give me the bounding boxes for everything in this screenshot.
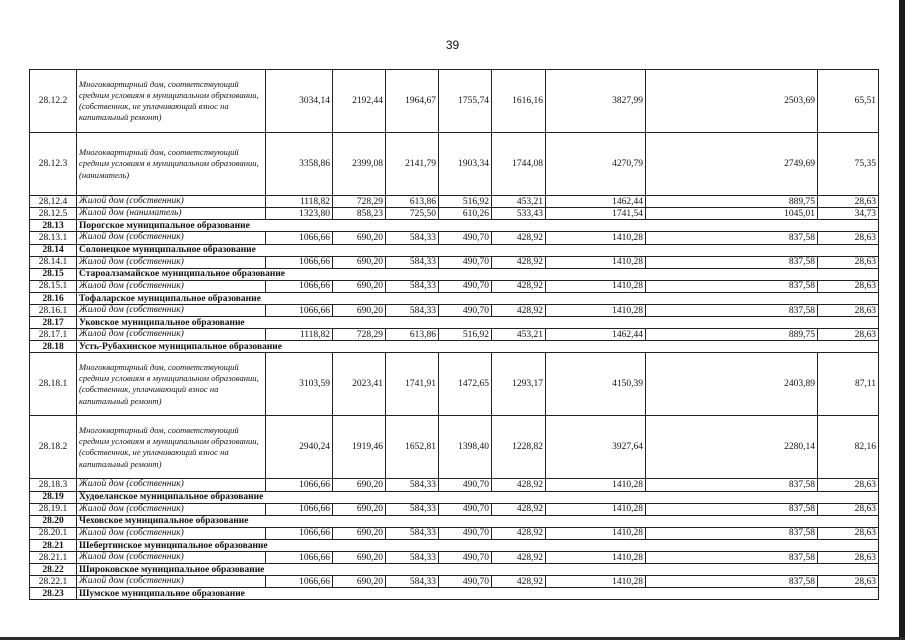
value-cell-v5: 428,92 [492,479,546,491]
value-cell-v6: 1410,28 [546,527,646,539]
value-cell-v3: 2141,79 [386,133,439,196]
section-code: 28.18 [30,341,77,353]
value-cell-v1: 1118,82 [266,329,333,341]
section-code: 28.22 [30,564,77,576]
tariff-table-body [30,70,879,600]
value-cell-v7: 837,58 [646,256,818,268]
value-cell-v8: 75,35 [818,133,879,196]
value-cell-v3: 584,33 [386,576,439,588]
value-cell-v8: 28,63 [818,479,879,491]
value-cell-v3: 584,33 [386,479,439,491]
row-code: 28.12.2 [30,70,77,133]
value-cell-v2: 728,29 [333,329,386,341]
value-cell-v4: 490,70 [439,232,492,244]
value-cell-v1: 1066,66 [266,527,333,539]
housing-type: Жилой дом (наниматель) [77,208,266,220]
value-cell-v1: 1066,66 [266,576,333,588]
value-cell-v2: 690,20 [333,576,386,588]
section-row [30,540,879,552]
section-code: 28.23 [30,588,77,600]
value-cell-v4: 490,70 [439,256,492,268]
value-cell-v4: 1903,34 [439,133,492,196]
value-cell-v8: 87,11 [818,353,879,416]
value-cell-v5: 1293,17 [492,353,546,416]
housing-type: Жилой дом (собственник) [77,527,266,539]
page-number: 39 [445,38,460,52]
value-cell-v5: 428,92 [492,552,546,564]
value-cell-v4: 490,70 [439,503,492,515]
table-row [30,353,879,416]
value-cell-v8: 28,63 [818,196,879,208]
value-cell-v2: 728,29 [333,196,386,208]
section-row [30,515,879,527]
table-row [30,479,879,491]
value-cell-v2: 690,20 [333,280,386,292]
housing-type: Жилой дом (собственник) [77,305,266,317]
value-cell-v7: 837,58 [646,503,818,515]
table-row [30,196,879,208]
table-row [30,70,879,133]
value-cell-v6: 1410,28 [546,232,646,244]
table-row [30,576,879,588]
row-code: 28.12.3 [30,133,77,196]
table-row [30,552,879,564]
value-cell-v2: 690,20 [333,503,386,515]
value-cell-v6: 1741,54 [546,208,646,220]
municipality-name: Усть-Рубахинское муниципальное образование [77,341,879,353]
value-cell-v8: 28,63 [818,256,879,268]
value-cell-v4: 610,26 [439,208,492,220]
table-row [30,503,879,515]
row-code: 28.22.1 [30,576,77,588]
value-cell-v6: 1410,28 [546,479,646,491]
value-cell-v1: 1323,80 [266,208,333,220]
value-cell-v5: 428,92 [492,503,546,515]
value-cell-v4: 490,70 [439,305,492,317]
value-cell-v5: 453,21 [492,196,546,208]
value-cell-v5: 428,92 [492,256,546,268]
value-cell-v6: 1410,28 [546,576,646,588]
value-cell-v3: 613,86 [386,329,439,341]
section-row [30,220,879,232]
value-cell-v8: 28,63 [818,552,879,564]
value-cell-v1: 2940,24 [266,416,333,479]
municipality-name: Чеховское муниципальное образование [77,515,879,527]
value-cell-v6: 1462,44 [546,196,646,208]
value-cell-v3: 584,33 [386,527,439,539]
value-cell-v5: 533,43 [492,208,546,220]
table-row [30,329,879,341]
section-code: 28.20 [30,515,77,527]
value-cell-v1: 1066,66 [266,503,333,515]
municipality-name: Худоеланское муниципальное образование [77,491,879,503]
section-row [30,293,879,305]
row-code: 28.13.1 [30,232,77,244]
value-cell-v4: 1472,65 [439,353,492,416]
value-cell-v7: 2403,89 [646,353,818,416]
value-cell-v7: 2280,14 [646,416,818,479]
value-cell-v7: 837,58 [646,232,818,244]
value-cell-v4: 490,70 [439,479,492,491]
value-cell-v8: 28,63 [818,576,879,588]
value-cell-v7: 2749,69 [646,133,818,196]
value-cell-v4: 490,70 [439,527,492,539]
value-cell-v8: 34,73 [818,208,879,220]
value-cell-v5: 428,92 [492,576,546,588]
row-code: 28.12.5 [30,208,77,220]
row-code: 28.19.1 [30,503,77,515]
value-cell-v4: 1398,40 [439,416,492,479]
value-cell-v3: 584,33 [386,280,439,292]
value-cell-v5: 428,92 [492,527,546,539]
value-cell-v5: 428,92 [492,280,546,292]
value-cell-v7: 889,75 [646,329,818,341]
housing-type: Жилой дом (собственник) [77,479,266,491]
value-cell-v7: 837,58 [646,552,818,564]
value-cell-v7: 837,58 [646,479,818,491]
value-cell-v7: 837,58 [646,280,818,292]
table-row [30,208,879,220]
housing-type: Многоквартирный дом, соответствующий средним условиям в муниципальном образовании, (собственник, не уплачивающий взнос на капитальный ремонт) [77,416,266,479]
value-cell-v3: 584,33 [386,232,439,244]
value-cell-v2: 690,20 [333,552,386,564]
municipality-name: Тофаларское муниципальное образование [77,293,879,305]
value-cell-v5: 1616,16 [492,70,546,133]
value-cell-v6: 1410,28 [546,280,646,292]
value-cell-v2: 2399,08 [333,133,386,196]
value-cell-v5: 1744,08 [492,133,546,196]
value-cell-v6: 4270,79 [546,133,646,196]
value-cell-v3: 1964,67 [386,70,439,133]
value-cell-v6: 1410,28 [546,305,646,317]
housing-type: Жилой дом (собственник) [77,329,266,341]
table-row [30,256,879,268]
table-row [30,527,879,539]
section-code: 28.15 [30,268,77,280]
table-row [30,133,879,196]
value-cell-v6: 1410,28 [546,503,646,515]
tariff-table [29,69,879,600]
value-cell-v8: 28,63 [818,232,879,244]
value-cell-v2: 858,23 [333,208,386,220]
value-cell-v6: 1410,28 [546,256,646,268]
section-code: 28.16 [30,293,77,305]
section-row [30,317,879,329]
value-cell-v6: 3927,64 [546,416,646,479]
housing-type: Жилой дом (собственник) [77,232,266,244]
municipality-name: Солонецкое муниципальное образование [77,244,879,256]
table-row [30,232,879,244]
section-code: 28.13 [30,220,77,232]
value-cell-v2: 1919,46 [333,416,386,479]
row-code: 28.18.3 [30,479,77,491]
row-code: 28.18.2 [30,416,77,479]
value-cell-v3: 725,50 [386,208,439,220]
value-cell-v8: 28,63 [818,527,879,539]
municipality-name: Уковское муниципальное образование [77,317,879,329]
table-row [30,305,879,317]
municipality-name: Шебертинское муниципальное образование [77,540,879,552]
value-cell-v8: 65,51 [818,70,879,133]
value-cell-v2: 690,20 [333,256,386,268]
value-cell-v3: 584,33 [386,256,439,268]
section-code: 28.17 [30,317,77,329]
value-cell-v7: 837,58 [646,305,818,317]
municipality-name: Староалзамайское муниципальное образование [77,268,879,280]
row-code: 28.15.1 [30,280,77,292]
row-code: 28.14.1 [30,256,77,268]
table-row [30,416,879,479]
value-cell-v1: 1066,66 [266,280,333,292]
housing-type: Многоквартирный дом, соответствующий средним условиям в муниципальном образовании, (собственник, не уплачивающий взнос на капитальный ремонт) [77,70,266,133]
value-cell-v4: 516,92 [439,196,492,208]
value-cell-v6: 1410,28 [546,552,646,564]
municipality-name: Порогское муниципальное образование [77,220,879,232]
value-cell-v3: 584,33 [386,503,439,515]
housing-type: Многоквартирный дом, соответствующий средним условиям в муниципальном образовании, (собственник, уплачивающий взнос на капитальный ремонт) [77,353,266,416]
value-cell-v8: 82,16 [818,416,879,479]
housing-type: Жилой дом (собственник) [77,280,266,292]
section-row [30,588,879,600]
value-cell-v5: 453,21 [492,329,546,341]
value-cell-v5: 428,92 [492,232,546,244]
value-cell-v3: 613,86 [386,196,439,208]
value-cell-v8: 28,63 [818,503,879,515]
value-cell-v1: 1066,66 [266,479,333,491]
value-cell-v3: 1652,81 [386,416,439,479]
value-cell-v2: 2023,41 [333,353,386,416]
value-cell-v4: 490,70 [439,552,492,564]
value-cell-v2: 690,20 [333,232,386,244]
value-cell-v7: 837,58 [646,527,818,539]
value-cell-v5: 428,92 [492,305,546,317]
housing-type: Жилой дом (собственник) [77,552,266,564]
value-cell-v7: 2503,69 [646,70,818,133]
value-cell-v3: 1741,91 [386,353,439,416]
housing-type: Жилой дом (собственник) [77,576,266,588]
row-code: 28.18.1 [30,353,77,416]
value-cell-v2: 690,20 [333,527,386,539]
section-row [30,491,879,503]
value-cell-v6: 4150,39 [546,353,646,416]
housing-type: Жилой дом (собственник) [77,256,266,268]
section-code: 28.21 [30,540,77,552]
section-row [30,341,879,353]
row-code: 28.20.1 [30,527,77,539]
row-code: 28.21.1 [30,552,77,564]
value-cell-v7: 837,58 [646,576,818,588]
housing-type: Жилой дом (собственник) [77,503,266,515]
value-cell-v1: 3034,14 [266,70,333,133]
value-cell-v4: 516,92 [439,329,492,341]
value-cell-v7: 889,75 [646,196,818,208]
section-code: 28.19 [30,491,77,503]
value-cell-v7: 1045,01 [646,208,818,220]
municipality-name: Широковское муниципальное образование [77,564,879,576]
value-cell-v1: 1066,66 [266,552,333,564]
value-cell-v8: 28,63 [818,305,879,317]
value-cell-v1: 1066,66 [266,232,333,244]
value-cell-v2: 690,20 [333,479,386,491]
value-cell-v3: 584,33 [386,305,439,317]
housing-type: Многоквартирный дом, соответствующий средним условиям в муниципальном образовании, (наниматель) [77,133,266,196]
scan-right-edge [899,0,905,640]
value-cell-v4: 490,70 [439,280,492,292]
value-cell-v3: 584,33 [386,552,439,564]
row-code: 28.12.4 [30,196,77,208]
value-cell-v4: 1755,74 [439,70,492,133]
value-cell-v6: 1462,44 [546,329,646,341]
value-cell-v1: 1066,66 [266,256,333,268]
value-cell-v2: 2192,44 [333,70,386,133]
value-cell-v1: 3358,86 [266,133,333,196]
value-cell-v1: 1066,66 [266,305,333,317]
value-cell-v6: 3827,99 [546,70,646,133]
value-cell-v8: 28,63 [818,329,879,341]
value-cell-v8: 28,63 [818,280,879,292]
row-code: 28.16.1 [30,305,77,317]
value-cell-v1: 3103,59 [266,353,333,416]
section-row [30,244,879,256]
value-cell-v5: 1228,82 [492,416,546,479]
section-row [30,564,879,576]
municipality-name: Шумское муниципальное образование [77,588,879,600]
section-code: 28.14 [30,244,77,256]
value-cell-v1: 1118,82 [266,196,333,208]
section-row [30,268,879,280]
value-cell-v4: 490,70 [439,576,492,588]
housing-type: Жилой дом (собственник) [77,196,266,208]
value-cell-v2: 690,20 [333,305,386,317]
table-row [30,280,879,292]
row-code: 28.17.1 [30,329,77,341]
